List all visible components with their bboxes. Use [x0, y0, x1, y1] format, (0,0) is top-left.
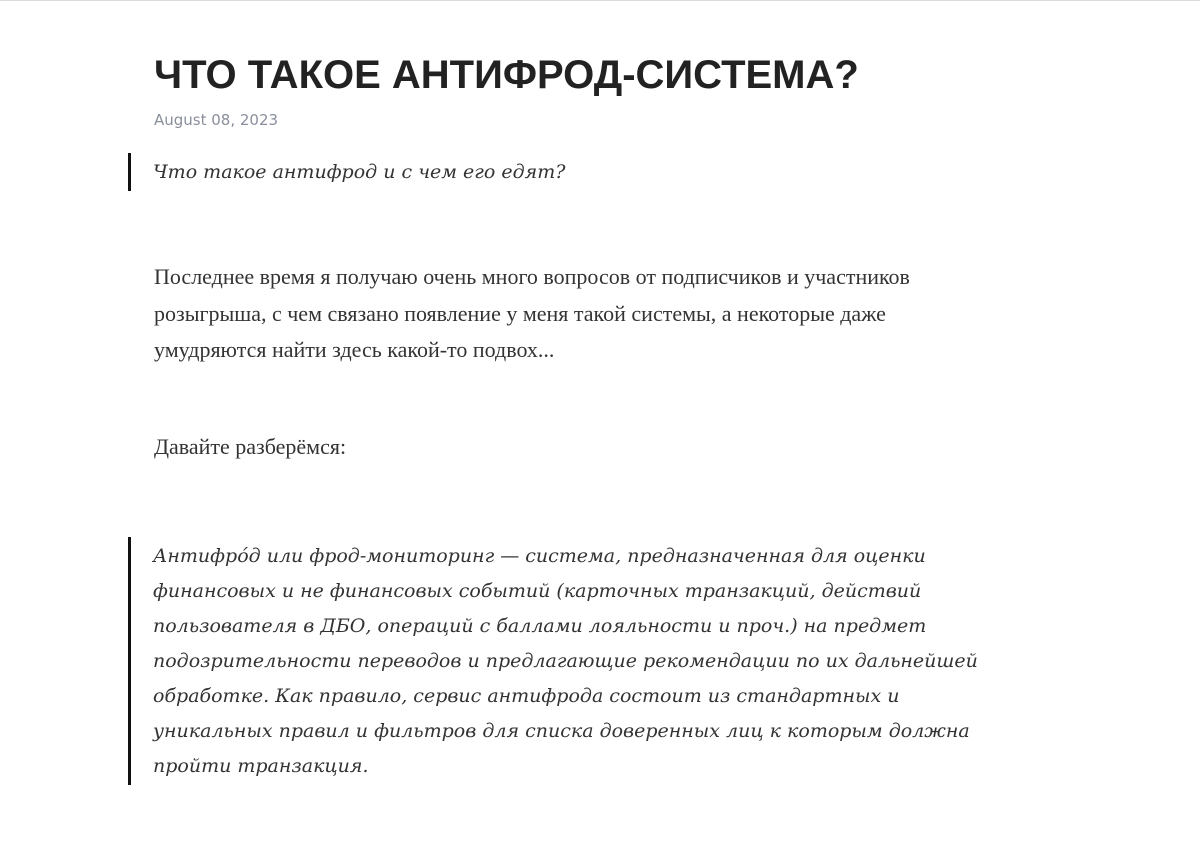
article-title: ЧТО ТАКОЕ АНТИФРОД-СИСТЕМА? [154, 53, 859, 97]
call-to-action-paragraph: Давайте разберёмся: [154, 434, 347, 459]
definition-line: пройти транзакция. [153, 755, 369, 777]
intro-line: розыгрыша, с чем связано появление у меня такой системы, а некоторые даже [154, 300, 886, 326]
definition-line: обработке. Как правило, сервис антифрода состоит из стандартных и [153, 685, 900, 707]
definition-line: пользователя в ДБО, операций с баллами лояльности и проч.) на предмет [153, 615, 927, 637]
publish-date: August 08, 2023 [154, 111, 279, 129]
lead-quote: Что такое антифрод и с чем его едят? [128, 153, 828, 191]
intro-paragraph [154, 259, 1034, 369]
definition-line: Антифро́д или фрод-мониторинг — система, предназначенная для оценки [153, 545, 926, 567]
intro-line: Последнее время я получаю очень много вопросов от подписчиков и участников [154, 264, 910, 289]
definition-line: подозрительности переводов и предлагающие рекомендации по их дальнейшей [153, 650, 978, 672]
definition-quote [128, 537, 1028, 785]
definition-line: уникальных правил и фильтров для списка доверенных лиц к которым должна [153, 720, 970, 742]
article [0, 1, 1200, 853]
intro-line: умудряются найти здесь какой-то подвох... [154, 337, 555, 362]
definition-line: финансовых и не финансовых событий (карточных транзакций, действий [153, 580, 922, 602]
